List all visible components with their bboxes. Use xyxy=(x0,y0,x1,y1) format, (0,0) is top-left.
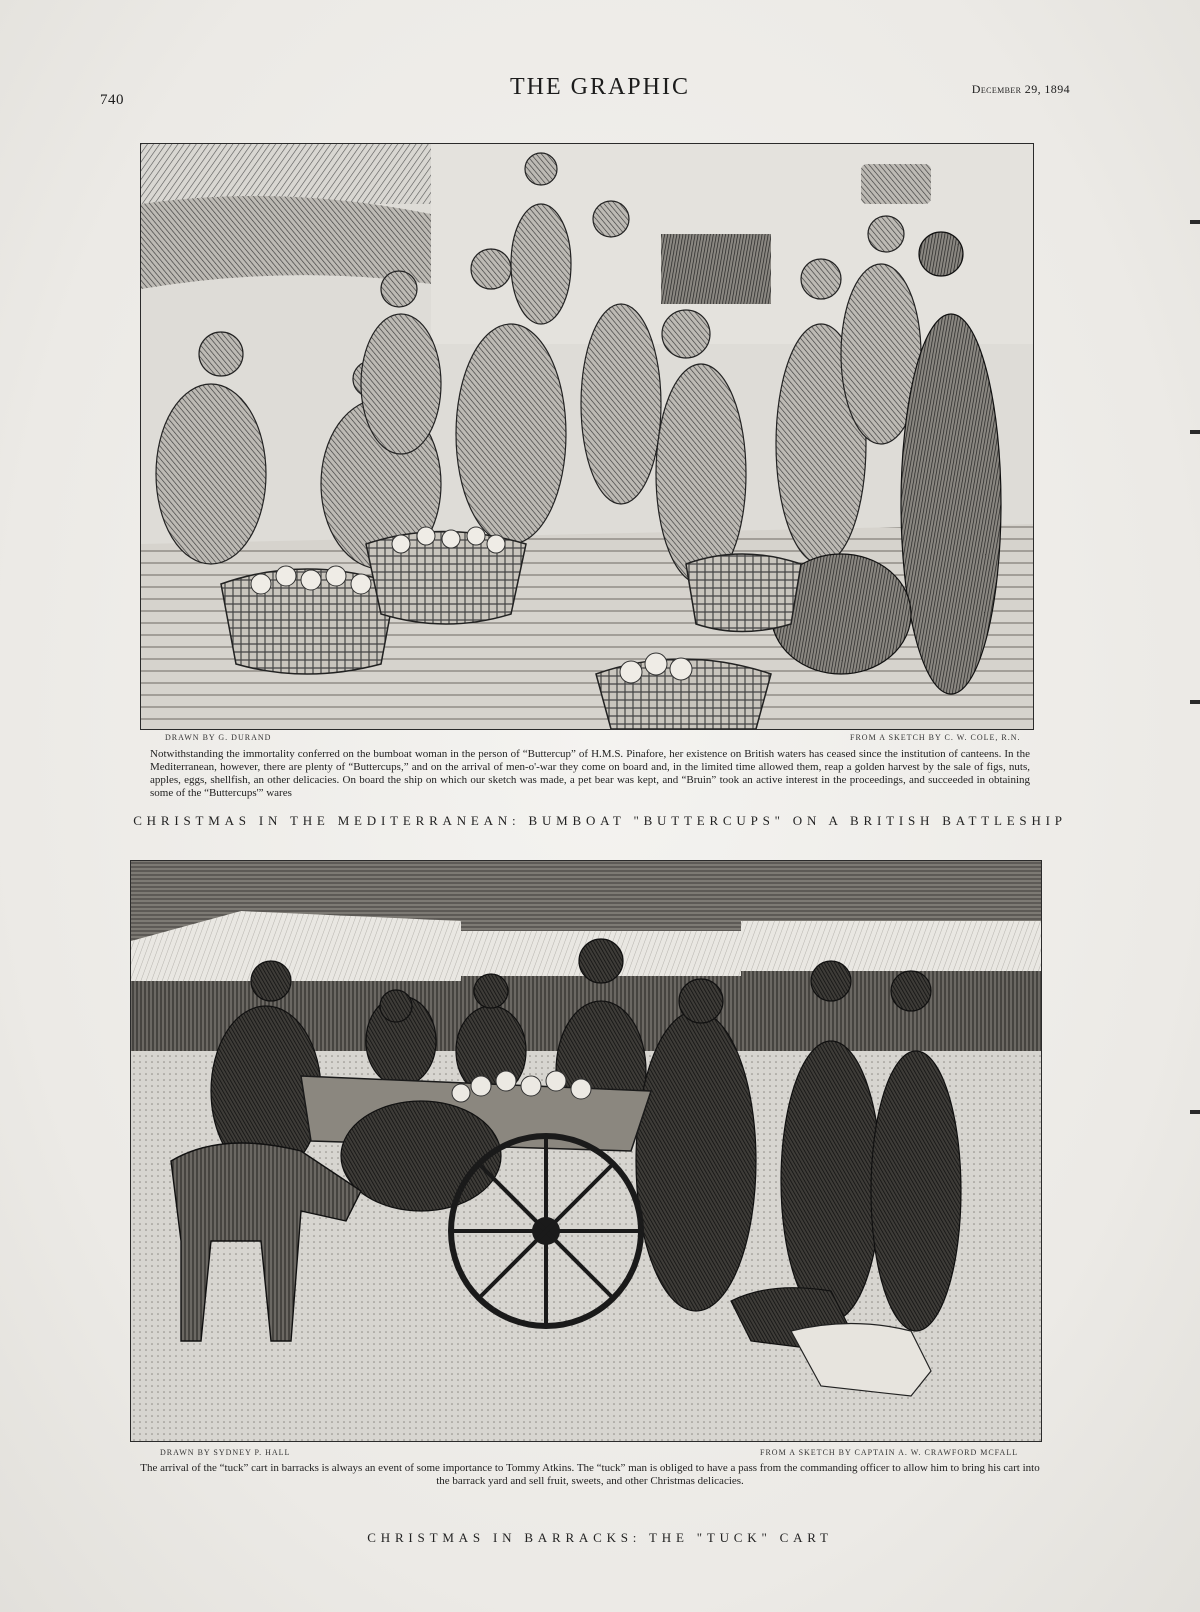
plate-title-bottom: CHRISTMAS IN BARRACKS: THE "TUCK" CART xyxy=(367,1530,833,1545)
caption-top: Notwithstanding the immortality conferred on the bumboat woman in the person of “Buttercup” of H.M.S. Pinafore, her existence on British waters has ceased since the institution of canteens. In the Mediterranean, however, there are plenty of “Buttercups,” and on the arrival of men-o'-war they come on board and, in the limited time allowed them, reap a golden harvest by the sale of figs, nuts, apples, eggs, shellfish, an other delicacies. On board the ship on which our sketch was made, a pet bear was kept, and “Bruin” took an active interest in the proceedings, and succeeded in obtaining some of the “Buttercups'” wares xyxy=(150,748,1030,799)
edge-mark xyxy=(1190,430,1200,434)
plate-title-top: CHRISTMAS IN THE MEDITERRANEAN: BUMBOAT "BUTTERCUPS" ON A BRITISH BATTLESHIP xyxy=(133,813,1067,828)
caption-bottom: The arrival of the “tuck” cart in barracks is always an event of some importance to Tommy Atkins. The “tuck” man is obliged to have a pass from the commanding officer to allow him to bring his cart into the barrack yard and sell fruit, sweets, and other Christmas delicacies. xyxy=(140,1462,1040,1487)
issue-date: December 29, 1894 xyxy=(971,82,1070,96)
sketch-by-credit-bottom: FROM A SKETCH BY CAPTAIN A. W. CRAWFORD MCFALL xyxy=(760,1448,1019,1457)
sketch-by-credit-top: FROM A SKETCH BY C. W. COLE, R.N. xyxy=(850,733,1021,742)
edge-mark xyxy=(1190,220,1200,224)
masthead-title: THE GRAPHIC xyxy=(509,74,690,100)
engraving-bumboat-buttercups xyxy=(140,143,1034,730)
drawn-by-credit-bottom: DRAWN BY SYDNEY P. HALL xyxy=(160,1448,291,1457)
engraving-illustration-bottom xyxy=(131,861,1041,1441)
page-header xyxy=(0,0,1200,120)
engraving-illustration-top xyxy=(141,144,1033,729)
page-number: 740 xyxy=(100,92,124,108)
drawn-by-credit-top: DRAWN BY G. DURAND xyxy=(165,733,272,742)
engraving-tuck-cart xyxy=(130,860,1042,1442)
edge-mark xyxy=(1190,700,1200,704)
edge-mark xyxy=(1190,1110,1200,1114)
